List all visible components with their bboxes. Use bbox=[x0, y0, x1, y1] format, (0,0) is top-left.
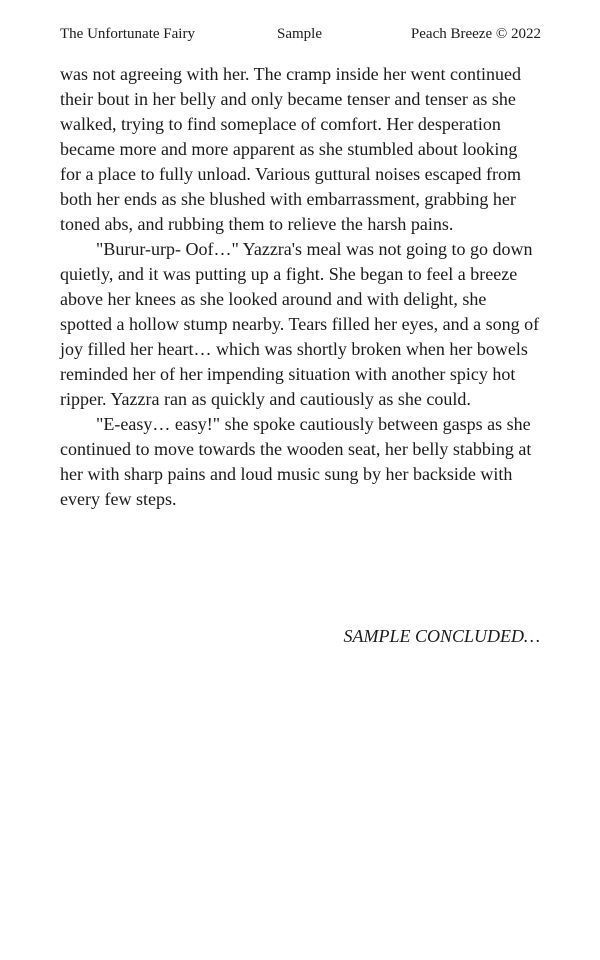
running-header bbox=[60, 24, 541, 44]
paragraph: was not agreeing with her. The cramp inside her went continued their bout in her belly and only became tenser and tenser as she walked, trying to find someplace of comfort. Her desperation became more and more apparent as she stumbled about looking for a place to fully unload. Various guttural noises escaped from both her ends as she blushed with embarrassment, grabbing her toned abs, and rubbing them to relieve the harsh pains. bbox=[60, 64, 522, 234]
paragraph: "E-easy… easy!" she spoke cautiously between gasps as she continued to move towards the wooden seat, her belly stabbing at her with sharp pains and loud music sung by her backside with every few steps. bbox=[60, 414, 532, 509]
body-text bbox=[60, 62, 541, 512]
author-copyright: Peach Breeze © 2022 bbox=[410, 26, 541, 42]
sample-label: Sample bbox=[277, 26, 322, 42]
paragraph: "Burur-urp- Oof…" Yazzra's meal was not going to go down quietly, and it was putting up a fight. She began to feel a breeze above her knees as she looked around and with delight, she spotted a hollow stump nearby. Tears filled her eyes, and a song of joy filled her heart… which was shortly broken when her bowels reminded her of her impending situation with another spicy hot ripper. Yazzra ran as quickly and cautiously as she could. bbox=[60, 239, 540, 409]
book-title: The Unfortunate Fairy bbox=[60, 26, 195, 42]
sample-concluded-note: SAMPLE CONCLUDED… bbox=[343, 626, 540, 646]
